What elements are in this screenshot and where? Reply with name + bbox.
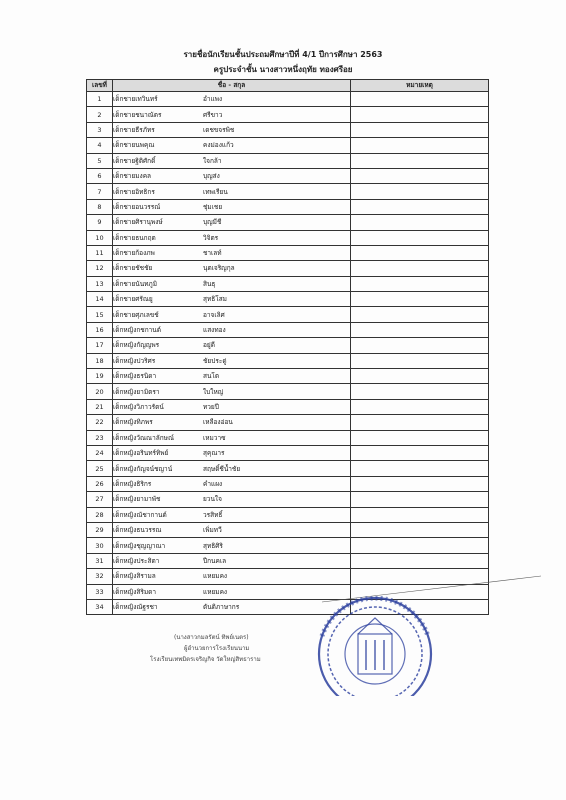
student-last-name: อำแพง	[203, 95, 223, 104]
student-number: 8	[87, 199, 113, 214]
student-number: 3	[87, 122, 113, 137]
student-first-name: เด็กหญิงทิภพร	[113, 418, 153, 427]
student-first-name: เด็กหญิงกัญจน์ชญาน์	[113, 464, 173, 473]
student-first-name: เด็กชายนันทภูมิ	[113, 279, 157, 288]
header-name: ชื่อ - สกุล	[113, 80, 351, 92]
student-first-name: เด็กชายศรัณยู	[113, 295, 153, 304]
student-first-name: เด็กหญิงปวริศร	[113, 356, 156, 365]
student-first-name: เด็กชายอิทธิกร	[113, 187, 155, 196]
student-first-name: เด็กชายศิรานุพงษ์	[113, 218, 163, 227]
student-first-name: เด็กหญิงวิภาวรัตน์	[113, 403, 164, 411]
student-first-name: เด็กหญิงกชกานต์	[113, 326, 161, 335]
student-number: 32	[87, 569, 113, 584]
student-number: 16	[87, 322, 113, 337]
student-number: 22	[87, 415, 113, 430]
student-last-name: สนโต	[203, 372, 220, 381]
student-number: 23	[87, 430, 113, 445]
student-last-name: แหยมคง	[203, 572, 228, 581]
student-first-name: เด็กหญิงวัณณาลักษณ์	[113, 433, 174, 442]
student-number: 12	[87, 261, 113, 276]
student-first-name: เด็กหญิงธิริกร	[113, 479, 152, 488]
student-number: 28	[87, 507, 113, 522]
student-last-name: แหยมคง	[203, 587, 228, 596]
student-first-name: เด็กหญิงอรินทร์ทิพย์	[113, 449, 169, 458]
student-last-name: ใจกล้า	[203, 156, 222, 165]
student-last-name: อยู่ดี	[203, 341, 215, 350]
student-number: 19	[87, 369, 113, 384]
student-last-name: สุทธิศิริ	[203, 541, 223, 550]
student-number: 31	[87, 553, 113, 568]
student-last-name: เดชขจรพิช	[203, 125, 235, 134]
student-last-name: ทวยปี	[203, 403, 219, 411]
student-number: 9	[87, 215, 113, 230]
header-number: เลขที่	[87, 80, 113, 92]
student-last-name: เทพเรียน	[203, 187, 228, 196]
student-last-name: วรสิทธิ์	[203, 510, 223, 519]
student-number: 7	[87, 184, 113, 199]
student-number: 24	[87, 445, 113, 460]
student-number: 21	[87, 399, 113, 414]
student-first-name: เด็กชายธนกฤต	[113, 233, 156, 242]
student-number: 1	[87, 92, 113, 107]
student-first-name: เด็กชายธีรภัทร	[113, 125, 155, 134]
student-last-name: ศรีขาว	[203, 110, 223, 119]
student-number: 11	[87, 245, 113, 260]
student-first-name: เด็กหญิงกัญญพร	[113, 341, 160, 350]
student-number: 13	[87, 276, 113, 291]
student-last-name: เหลืองอ่อน	[203, 418, 233, 427]
student-last-name: สุทธิโสม	[203, 295, 227, 304]
student-last-name: บุญมีชี	[203, 218, 222, 227]
student-first-name: เด็กชายก้องภพ	[113, 249, 155, 258]
student-last-name: ใบใหญ่	[203, 387, 224, 396]
student-last-name: วิจิตร	[203, 233, 219, 242]
student-number: 5	[87, 153, 113, 168]
student-first-name: เด็กหญิงสิรามล	[113, 572, 156, 581]
student-number: 10	[87, 230, 113, 245]
school-seal-stamp	[300, 596, 450, 696]
signature-block	[150, 632, 261, 665]
student-last-name: คงม่องแก้ว	[203, 141, 234, 150]
student-last-name: เพิ่มทวี	[203, 526, 222, 535]
header-remark: หมายเหตุ	[351, 80, 489, 92]
student-number: 25	[87, 461, 113, 476]
student-first-name: เด็กชายมงคล	[113, 172, 152, 181]
student-last-name: นุตเจริญกุล	[203, 264, 235, 273]
student-number: 27	[87, 492, 113, 507]
student-first-name: เด็กหญิงณัชากานต์	[113, 510, 167, 519]
student-last-name: ยวนใจ	[203, 495, 222, 504]
student-last-name: ชุ่มเชย	[203, 202, 223, 211]
student-number: 29	[87, 522, 113, 537]
student-first-name: เด็กหญิงยามิตรา	[113, 387, 160, 396]
school-name: โรงเรียนเทพมิตรเจริญกิจ วัดใหญ่สิทธาราม	[150, 656, 261, 663]
student-first-name: เด็กหญิงสิริมดา	[113, 587, 156, 596]
student-first-name: เด็กชายชัชชัย	[113, 264, 153, 273]
student-first-name: เด็กหญิงชุญญาณา	[113, 541, 166, 550]
student-number: 34	[87, 599, 113, 614]
student-number: 30	[87, 538, 113, 553]
student-first-name: เด็กหญิงประสิตา	[113, 556, 160, 565]
student-number: 6	[87, 168, 113, 183]
student-last-name: ปีกนคเล	[203, 556, 227, 565]
student-last-name: เหมวาซ	[203, 433, 226, 442]
student-last-name: ชัยประดู่	[203, 356, 227, 365]
student-first-name: เด็กชายศุภเลขช์	[113, 310, 159, 319]
student-number: 33	[87, 584, 113, 599]
document-subtitle: ครูประจำชั้น นางสาวหนึ่งฤทัย ทองศรีอย	[213, 65, 353, 74]
student-number: 26	[87, 476, 113, 491]
student-first-name: เด็กหญิงธรนิดา	[113, 372, 157, 381]
signatory-position: ผู้อำนวยการโรงเรียนนาม	[184, 645, 250, 652]
student-first-name: เด็กชายอนวรรณ์	[113, 202, 161, 211]
student-last-name: สินธุ	[203, 279, 216, 288]
student-number: 14	[87, 292, 113, 307]
student-first-name: เด็กชายฐิติศักดิ์	[113, 156, 156, 165]
student-last-name: แสงทอง	[203, 326, 226, 335]
student-last-name: ชาเลท์	[203, 249, 222, 258]
student-number: 2	[87, 107, 113, 122]
student-number: 17	[87, 338, 113, 353]
student-first-name: เด็กหญิงณัฐรชา	[113, 603, 158, 612]
student-first-name: เด็กหญิงยามาพัช	[113, 495, 161, 504]
student-number: 15	[87, 307, 113, 322]
student-first-name: เด็กหญิงธนวรรณ	[113, 526, 162, 535]
document-title: รายชื่อนักเรียนชั้นประถมศึกษาปีที่ 4/1 ปีการศึกษา 2563	[183, 50, 383, 59]
student-last-name: คำแผง	[203, 479, 223, 488]
student-last-name: บุญส่ง	[203, 172, 220, 181]
student-number: 4	[87, 138, 113, 153]
student-first-name: เด็กชายนพคุณ	[113, 141, 155, 150]
student-last-name: ตันติภาษากร	[203, 603, 240, 612]
signatory-name: (นางสาวกมลรัตน์ ทิพย์เนตร)	[174, 634, 249, 641]
student-last-name: อาจเลิศ	[203, 310, 225, 319]
student-number: 20	[87, 384, 113, 399]
student-number: 18	[87, 353, 113, 368]
student-last-name: สฤษดิ์ชีน้ำชัย	[203, 464, 241, 473]
student-first-name: เด็กชายเทวินทร์	[113, 95, 158, 104]
student-last-name: สุคุณาร	[203, 449, 225, 458]
student-first-name: เด็กชายชนาณัตร	[113, 110, 162, 119]
